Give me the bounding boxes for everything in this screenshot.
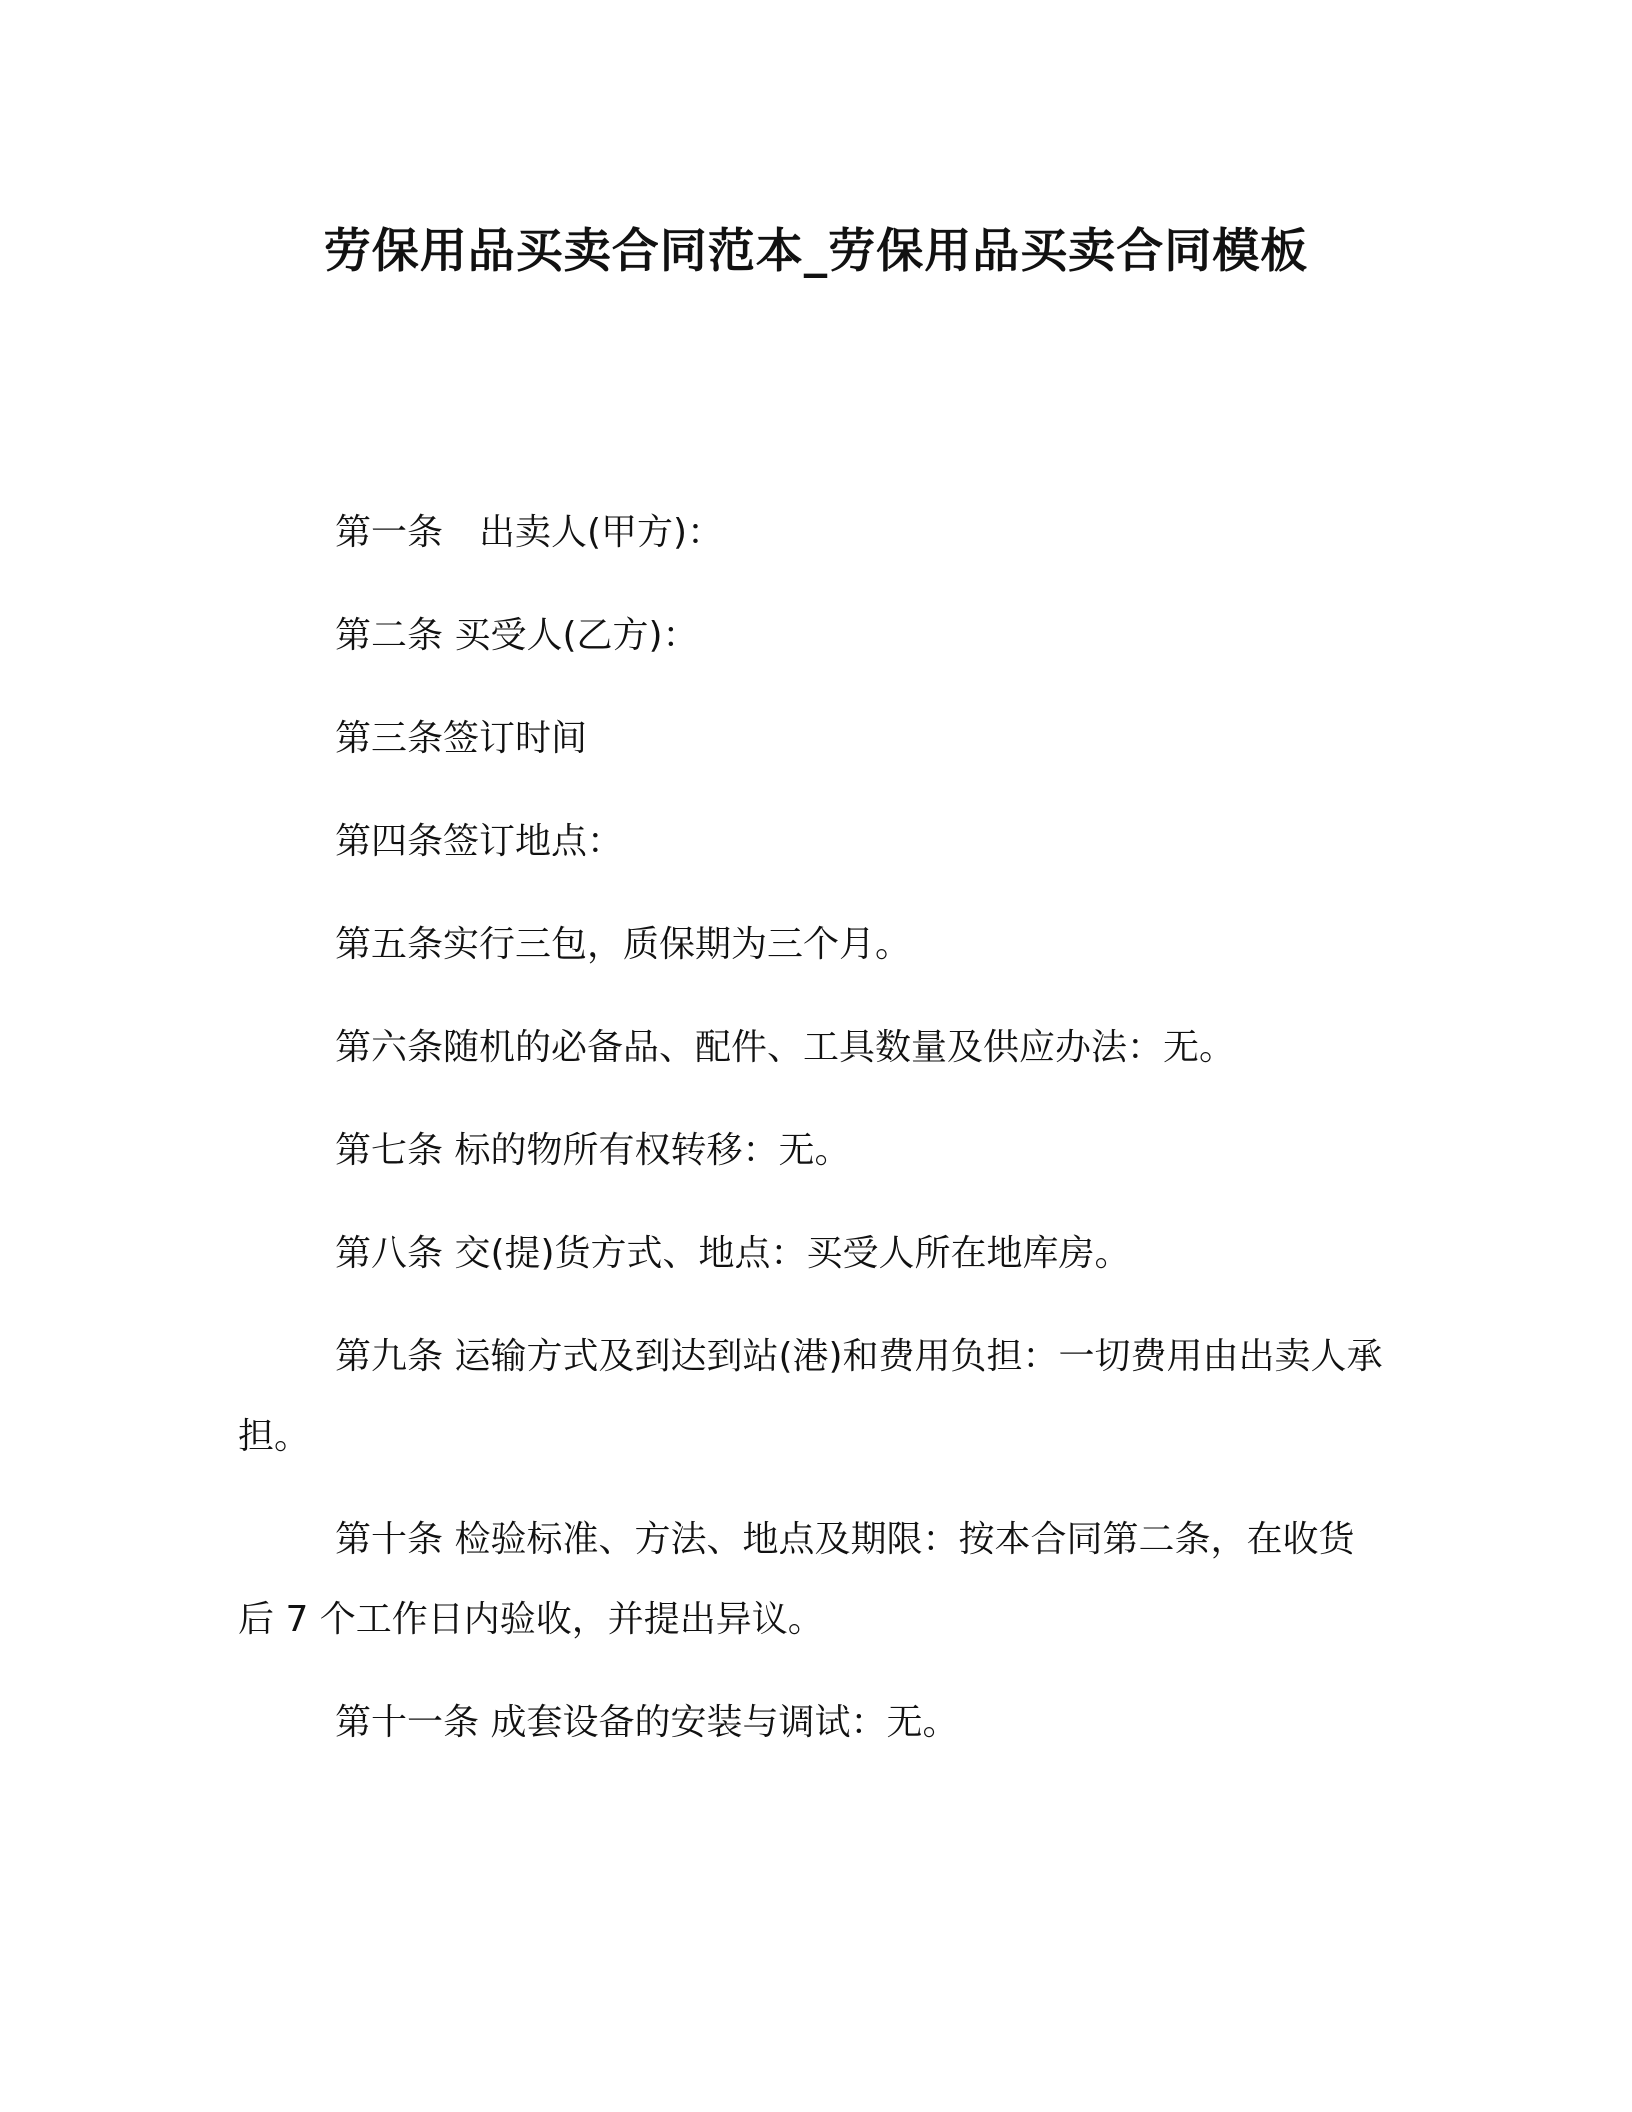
clause-text: 出卖人(甲方)： xyxy=(443,512,724,553)
clause-6 xyxy=(238,1008,1388,1088)
clause-11 xyxy=(238,1683,1388,1763)
clause-10 xyxy=(238,1500,1388,1660)
clause-7 xyxy=(238,1111,1388,1191)
clause-number: 第七条 xyxy=(335,1130,444,1171)
clause-text: 签订地点： xyxy=(443,821,624,862)
clause-3 xyxy=(238,699,1388,779)
clause-number: 第六条 xyxy=(335,1027,444,1068)
clause-text: 运输方式及到达到站(港)和费用负担：一切费用由出卖人承担。 xyxy=(238,1336,1383,1457)
clause-5 xyxy=(238,905,1388,985)
clause-8 xyxy=(238,1214,1388,1294)
clause-9 xyxy=(238,1317,1388,1477)
clause-number: 第十一条 xyxy=(335,1702,480,1743)
document-body xyxy=(238,493,1388,1786)
document-title: 劳保用品买卖合同范本_劳保用品买卖合同模板 xyxy=(323,224,1309,279)
clause-1 xyxy=(238,493,1388,573)
clause-2 xyxy=(238,596,1388,676)
clause-number: 第四条 xyxy=(335,821,444,862)
clause-number: 第八条 xyxy=(335,1233,444,1274)
clause-4 xyxy=(238,802,1388,882)
clause-text: 标的物所有权转移：无。 xyxy=(443,1130,851,1171)
clause-text: 签订时间 xyxy=(443,718,588,759)
clause-number: 第九条 xyxy=(335,1336,444,1377)
clause-text: 买受人(乙方)： xyxy=(443,615,699,656)
clause-text: 实行三包，质保期为三个月。 xyxy=(443,924,912,965)
clause-text: 成套设备的安装与调试：无。 xyxy=(479,1702,959,1743)
clause-number: 第十条 xyxy=(335,1519,444,1560)
clause-text: 检验标准、方法、地点及期限：按本合同第二条，在收货后 7 个工作日内验收，并提出异议。 xyxy=(238,1519,1355,1640)
clause-text: 交(提)货方式、地点：买受人所在地库房。 xyxy=(443,1233,1131,1274)
clause-number: 第二条 xyxy=(335,615,444,656)
clause-text: 随机的必备品、配件、工具数量及供应办法：无。 xyxy=(443,1027,1236,1068)
clause-number: 第三条 xyxy=(335,718,444,759)
clause-number: 第五条 xyxy=(335,924,444,965)
clause-number: 第一条 xyxy=(335,512,444,553)
